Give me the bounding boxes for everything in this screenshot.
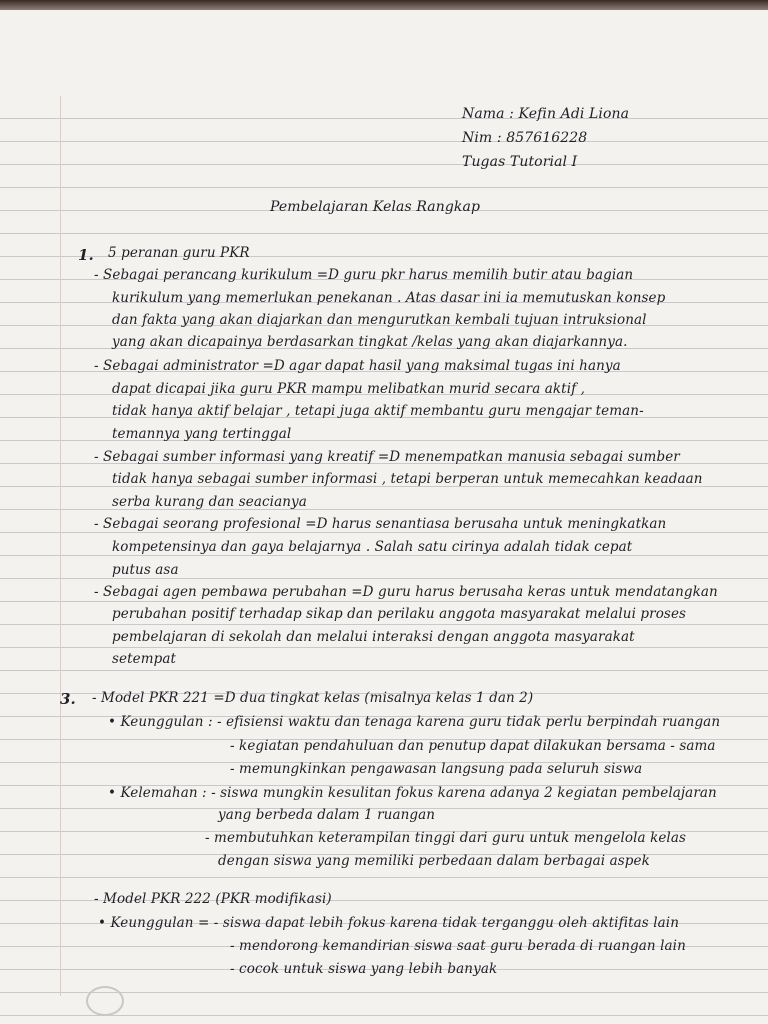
margin-line	[60, 96, 61, 996]
section-1-number: 1.	[78, 246, 94, 264]
s3-line: - mendorong kemandirian siswa saat guru berada di ruangan lain	[230, 938, 686, 954]
s3-line: • Keunggulan : - efisiensi waktu dan tenaga karena guru tidak perlu berpindah ruangan	[108, 714, 721, 730]
student-nim: Nim : 857616228	[462, 130, 588, 146]
page-top-edge	[0, 0, 768, 10]
paper-brand-stamp-icon	[86, 986, 124, 1016]
s1-line: - Sebagai agen pembawa perubahan =D guru harus berusaha keras untuk mendatangkan	[94, 584, 718, 600]
s1-line: kurikulum yang memerlukan penekanan . Atas dasar ini ia memutuskan konsep	[112, 290, 666, 306]
page-title: Pembelajaran Kelas Rangkap	[270, 199, 481, 215]
s3-line: - cocok untuk siswa yang lebih banyak	[230, 961, 498, 977]
s1-line: setempat	[112, 651, 177, 667]
s1-line: perubahan positif terhadap sikap dan perilaku anggota masyarakat melalui proses	[112, 606, 687, 622]
model-221-heading: - Model PKR 221 =D dua tingkat kelas (misalnya kelas 1 dan 2)	[92, 690, 534, 706]
s1-line: putus asa	[112, 562, 179, 578]
page-top-blank	[0, 10, 768, 98]
s3-line: - membutuhkan keterampilan tinggi dari guru untuk mengelola kelas	[205, 830, 687, 846]
s3-line: - kegiatan pendahuluan dan penutup dapat dilakukan bersama - sama	[230, 738, 716, 754]
section-1-heading: 5 peranan guru PKR	[108, 245, 250, 261]
s3-line: • Kelemahan : - siswa mungkin kesulitan fokus karena adanya 2 kegiatan pembelajaran	[108, 785, 717, 801]
s3-line: • Keunggulan = - siswa dapat lebih fokus karena tidak terganggu oleh aktifitas lain	[98, 915, 679, 931]
student-name: Nama : Kefin Adi Liona	[462, 106, 630, 122]
section-3-number: 3.	[60, 690, 76, 708]
s1-line: dan fakta yang akan diajarkan dan mengurutkan kembali tujuan intruksional	[112, 312, 647, 328]
s1-line: serba kurang dan seacianya	[112, 494, 307, 510]
s1-line: kompetensinya dan gaya belajarnya . Salah satu cirinya adalah tidak cepat	[112, 539, 633, 555]
s3-line: - memungkinkan pengawasan langsung pada seluruh siswa	[230, 761, 643, 777]
s1-line: - Sebagai administrator =D agar dapat hasil yang maksimal tugas ini hanya	[94, 358, 621, 374]
s1-line: - Sebagai seorang profesional =D harus senantiasa berusaha untuk meningkatkan	[94, 516, 667, 532]
s1-line: - Sebagai perancang kurikulum =D guru pkr harus memilih butir atau bagian	[94, 267, 634, 283]
s3-line: yang berbeda dalam 1 ruangan	[218, 807, 436, 823]
s1-line: dapat dicapai jika guru PKR mampu melibatkan murid secara aktif ,	[112, 381, 585, 397]
s3-line: dengan siswa yang memiliki perbedaan dalam berbagai aspek	[218, 853, 650, 869]
s1-line: yang akan dicapainya berdasarkan tingkat /kelas yang akan diajarkannya.	[112, 334, 628, 350]
s1-line: tidak hanya aktif belajar , tetapi juga aktif membantu guru mengajar teman-	[112, 403, 644, 419]
assignment-title: Tugas Tutorial I	[462, 154, 578, 170]
s1-line: pembelajaran di sekolah dan melalui interaksi dengan anggota masyarakat	[112, 629, 635, 645]
s1-line: temannya yang tertinggal	[112, 426, 292, 442]
model-222-heading: - Model PKR 222 (PKR modifikasi)	[94, 891, 332, 907]
s1-line: - Sebagai sumber informasi yang kreatif =D menempatkan manusia sebagai sumber	[94, 449, 680, 465]
s1-line: tidak hanya sebagai sumber informasi , tetapi berperan untuk memecahkan keadaan	[112, 471, 703, 487]
